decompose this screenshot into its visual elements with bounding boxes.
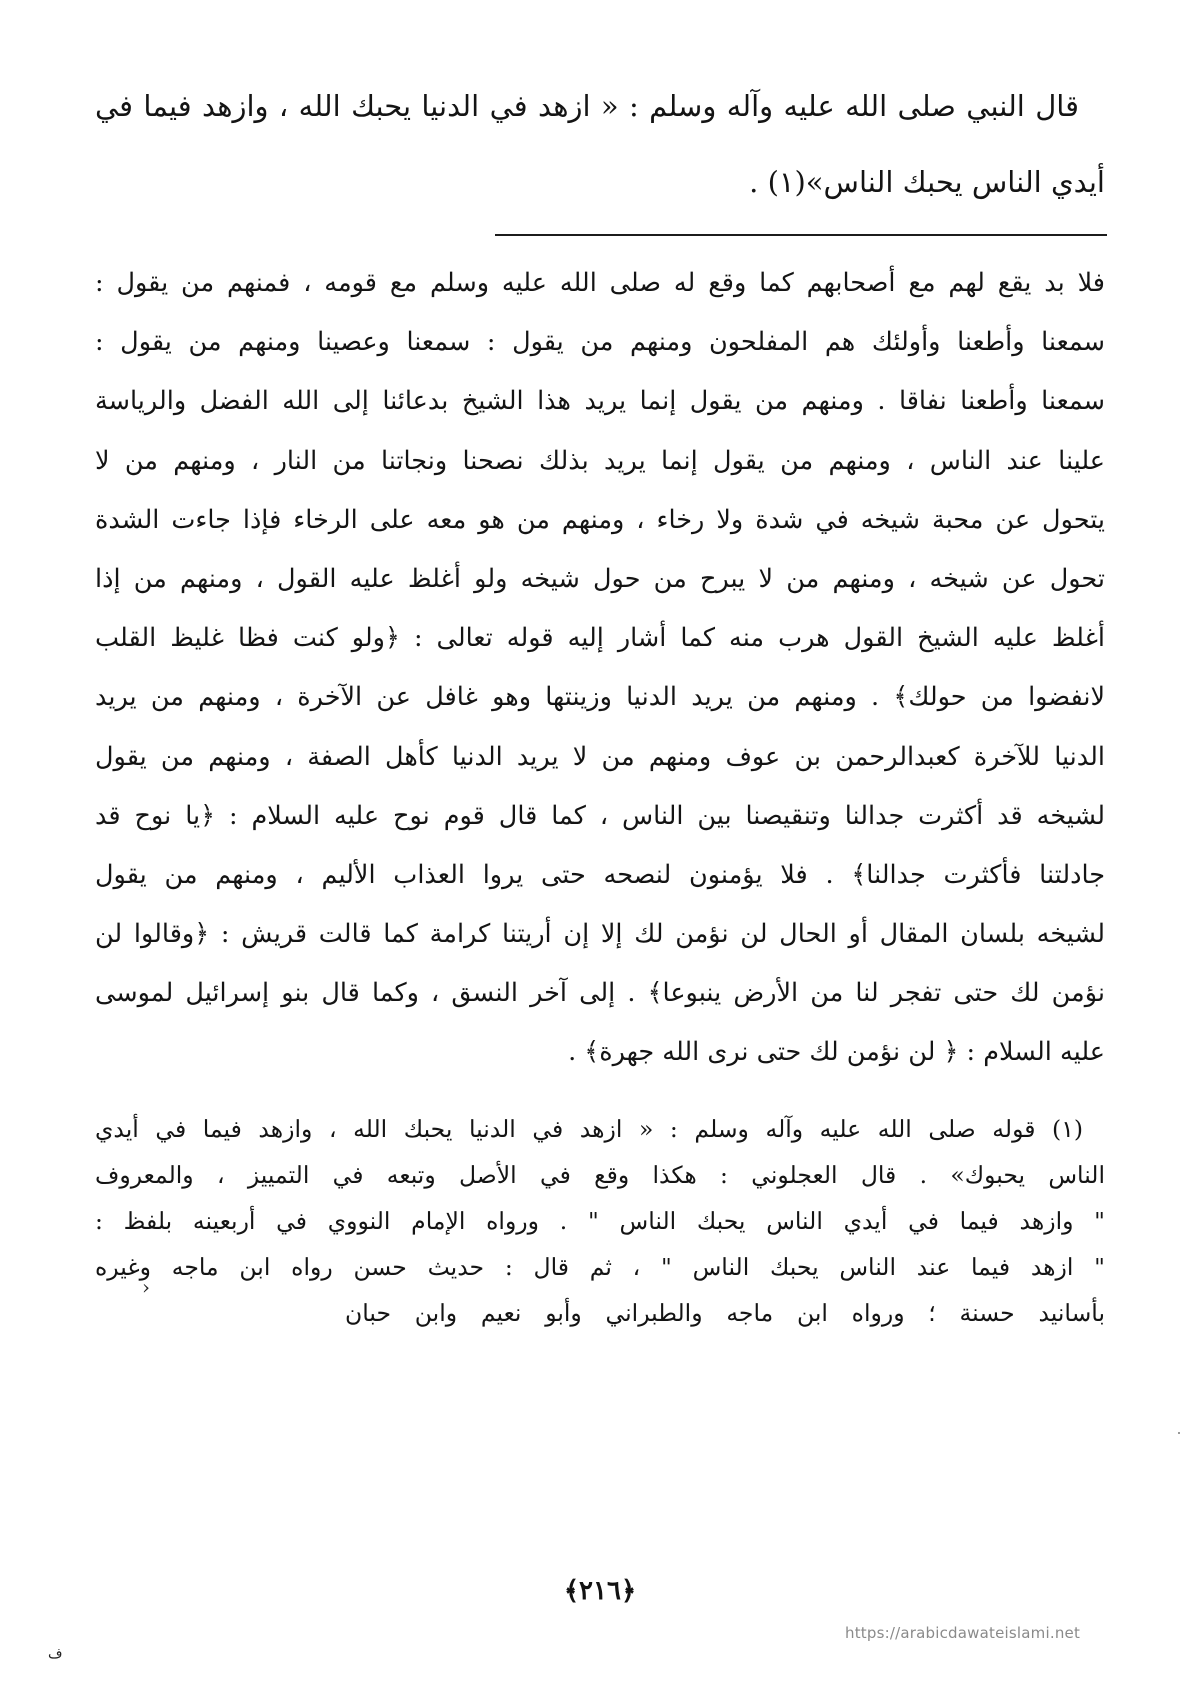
main-line: يتحول عن محبة شيخه في شدة ولا رخاء ، ومنهم من هو معه على الرخاء فإذا جاءت الشدة	[95, 504, 1105, 535]
main-line: الدنيا للآخرة كعبدالرحمن بن عوف ومنهم من لا يريد الدنيا كأهل الصفة ، ومنهم من يقول	[95, 741, 1105, 772]
main-line: عليه السلام : ﴿ لن نؤمن لك حتى نرى الله جهرة﴾ .	[568, 1037, 1105, 1068]
main-line: سمعنا وأطعنا نفاقا . ومنهم من يقول إنما يريد هذا الشيخ بدعائنا إلى الله الفضل والرياسة	[95, 386, 1105, 417]
main-line: تحول عن شيخه ، ومنهم من لا يبرح من حول شيخه ولو أغلظ عليه القول ، ومنهم من إذا	[95, 563, 1105, 594]
section-divider	[495, 234, 1107, 236]
main-text	[95, 254, 1105, 1083]
scan-speck	[1178, 1432, 1180, 1434]
footnote-line: " ازهد فيما عند الناس يحبك الناس " ، ثم قال : حديث حسن رواه ابن ماجه وغيره	[95, 1253, 1105, 1281]
corner-mark: ف	[48, 1646, 63, 1662]
footnote	[95, 1106, 1105, 1336]
main-line: فلا بد يقع لهم مع أصحابهم كما وقع له صلى الله عليه وسلم مع قومه ، فمنهم من يقول :	[95, 268, 1105, 298]
main-line: لشيخه بلسان المقال أو الحال لن نؤمن لك إلا إن أريتنا كرامة كما قالت قريش : ﴿وقالوا لن	[95, 919, 1105, 950]
footnote-line: (١) قوله صلى الله عليه وآله وسلم : « ازهد في الدنيا يحبك الله ، وازهد فيما في أيدي	[95, 1115, 1083, 1143]
intro-line: أيدي الناس يحبك الناس»(١) .	[749, 165, 1105, 199]
footnote-line: " وازهد فيما في أيدي الناس يحبك الناس " . ورواه الإمام النووي في أربعينه بلفظ :	[95, 1207, 1105, 1235]
main-line: لانفضوا من حولك﴾ . ومنهم من يريد الدنيا وزينتها وهو غافل عن الآخرة ، ومنهم من يريد	[95, 682, 1105, 713]
hadith-intro	[95, 68, 1105, 220]
main-line: نؤمن لك حتى تفجر لنا من الأرض ينبوعا﴾ . إلى آخر النسق ، وكما قال بنو إسرائيل لموسى	[95, 978, 1105, 1009]
intro-line: قال النبي صلى الله عليه وآله وسلم : « ازهد في الدنيا يحبك الله ، وازهد فيما في	[95, 89, 1079, 123]
main-line: علينا عند الناس ، ومنهم من يقول إنما يريد بذلك نصحنا ونجاتنا من النار ، ومنهم من لا	[95, 445, 1105, 476]
footnote-line: بأسانيد حسنة ؛ ورواه ابن ماجه والطبراني وأبو نعيم وابن حبان	[345, 1299, 1105, 1327]
watermark-url: https://arabicdawateislami.net	[845, 1624, 1081, 1642]
main-line: أغلظ عليه الشيخ القول هرب منه كما أشار إليه قوله تعالى : ﴿ولو كنت فظا غليظ القلب	[95, 623, 1105, 654]
main-line: لشيخه قد أكثرت جدالنا وتنقيصنا بين الناس ، كما قال قوم نوح عليه السلام : ﴿يا نوح قد	[95, 800, 1105, 831]
main-line: جادلتنا فأكثرت جدالنا﴾ . فلا يؤمنون لنصحه حتى يروا العذاب الأليم ، ومنهم من يقول	[95, 859, 1105, 890]
main-line: سمعنا وأطعنا وأولئك هم المفلحون ومنهم من يقول : سمعنا وعصينا ومنهم من يقول :	[95, 327, 1105, 358]
footnote-continuation-mark: ›	[142, 1275, 150, 1299]
footnote-line: الناس يحبوك» . قال العجلوني : هكذا وقع في الأصل وتبعه في التمييز ، والمعروف	[95, 1161, 1105, 1189]
page-number: ﴿٢١٦﴾	[563, 1576, 637, 1606]
